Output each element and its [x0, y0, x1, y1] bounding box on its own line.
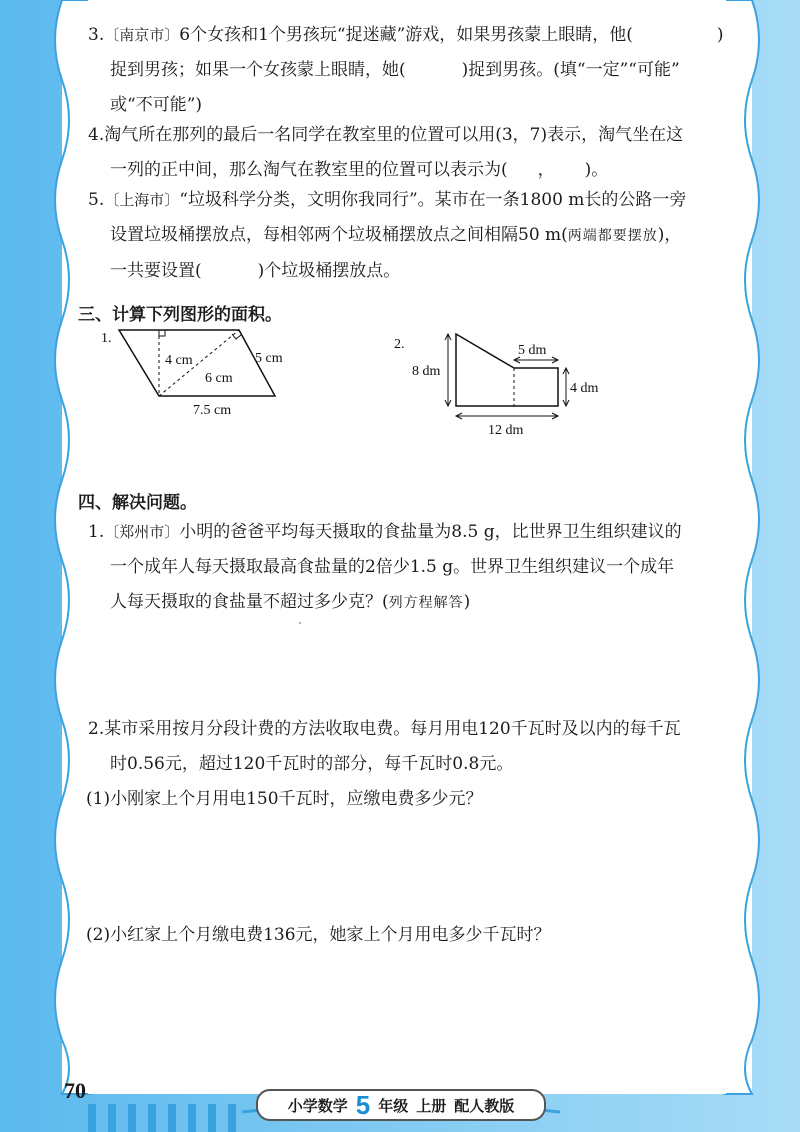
note-text: 列方程解答 [388, 595, 464, 611]
problem-2 [88, 712, 728, 817]
footer-subject: 小学数学 [287, 1096, 348, 1115]
left-label: 8 dm [412, 364, 441, 379]
right-label: 4 dm [570, 381, 599, 396]
question-text: )捉到男孩。(填“一定”“可能” [461, 60, 680, 80]
right-angle-mark [159, 330, 165, 336]
question-4 [88, 118, 728, 188]
paren-close: ) [463, 592, 471, 612]
problem-1 [88, 515, 728, 621]
parallelogram-shape [119, 330, 275, 396]
question-text: 一个成年人每天摄取最高食盐量的2倍少1.5 g。世界卫生组织建议一个成年 [110, 557, 675, 577]
question-text: 捉到男孩；如果一个女孩蒙上眼睛，她( [110, 60, 406, 80]
question-text: 设置垃圾桶摆放点，每相邻两个垃圾桶摆放点之间相隔50 m( [110, 225, 568, 245]
question-number: 5. [88, 190, 105, 210]
base-label: 7.5 cm [193, 403, 232, 418]
stray-dot [299, 622, 301, 624]
footer-grade: 5 [355, 1089, 371, 1120]
paren-close: )。 [584, 160, 609, 180]
page-number: 70 [64, 1078, 86, 1103]
bottom-label: 12 dm [488, 423, 524, 438]
footer-volume: 上册 [416, 1096, 447, 1115]
region-tag: 〔南京市〕 [104, 26, 180, 44]
region-tag: 〔郑州市〕 [104, 523, 180, 541]
section-3-title: 三、计算下列图形的面积。 [78, 305, 282, 325]
question-number: 3. [88, 25, 105, 45]
footer-badge [256, 1089, 546, 1121]
question-text: 一列的正中间，那么淘气在教室里的位置可以表示为( [110, 160, 508, 180]
question-number: 1. [88, 522, 105, 542]
subquestion-2: (2)小红家上个月缴电费136元，她家上个月用电多少千瓦时？ [86, 925, 551, 945]
question-text: 某市采用按月分段计费的方法收取电费。每月用电120千瓦时及以内的每千瓦 [104, 719, 681, 739]
comma: ， [537, 160, 555, 180]
top-label: 5 dm [518, 343, 547, 358]
diagonal-label: 6 cm [205, 371, 233, 386]
subquestion-1: (1)小刚家上个月用电150千瓦时，应缴电费多少元？ [86, 789, 483, 809]
question-number: 2. [88, 719, 105, 739]
question-text: 人每天摄取的食盐量不超过多少克？( [110, 592, 389, 612]
question-text: 6个女孩和1个男孩玩“捉迷藏”游戏，如果男孩蒙上眼睛，他( [179, 25, 633, 45]
question-text: 一共要设置( [110, 261, 202, 281]
figure-number: 2. [394, 337, 405, 352]
question-text: 时0.56元，超过120千瓦时的部分，每千瓦时0.8元。 [110, 754, 514, 774]
question-number: 4. [88, 125, 105, 145]
region-tag: 〔上海市〕 [104, 191, 180, 209]
figure-parallelogram [95, 322, 315, 422]
figure-composite [392, 322, 612, 440]
question-text: 淘气所在那列的最后一名同学在教室里的位置可以用(3，7)表示，淘气坐在这 [104, 125, 684, 145]
paren-close: ) [716, 25, 724, 45]
problem-2-part-2 [88, 918, 728, 953]
question-text: 或“不可能”) [110, 95, 203, 115]
paren-close: )， [657, 225, 682, 245]
question-text: )个垃圾桶摆放点。 [257, 261, 401, 281]
question-3 [88, 18, 728, 123]
footer-edition: 配人教版 [454, 1096, 515, 1115]
question-text: 小明的爸爸平均每天摄取的食盐量为8.5 g，比世界卫生组织建议的 [179, 522, 682, 542]
section-4-title: 四、解决问题。 [78, 493, 197, 513]
footer-grade-suffix: 年级 [378, 1096, 409, 1115]
side-label: 5 cm [255, 351, 283, 366]
note-text: 两端都要摆放 [567, 228, 658, 244]
question-5 [88, 183, 728, 289]
figure-number: 1. [101, 331, 112, 346]
question-text: “垃圾科学分类，文明你我同行”。某市在一条1800 m长的公路一旁 [179, 190, 687, 210]
height-label: 4 cm [165, 353, 193, 368]
